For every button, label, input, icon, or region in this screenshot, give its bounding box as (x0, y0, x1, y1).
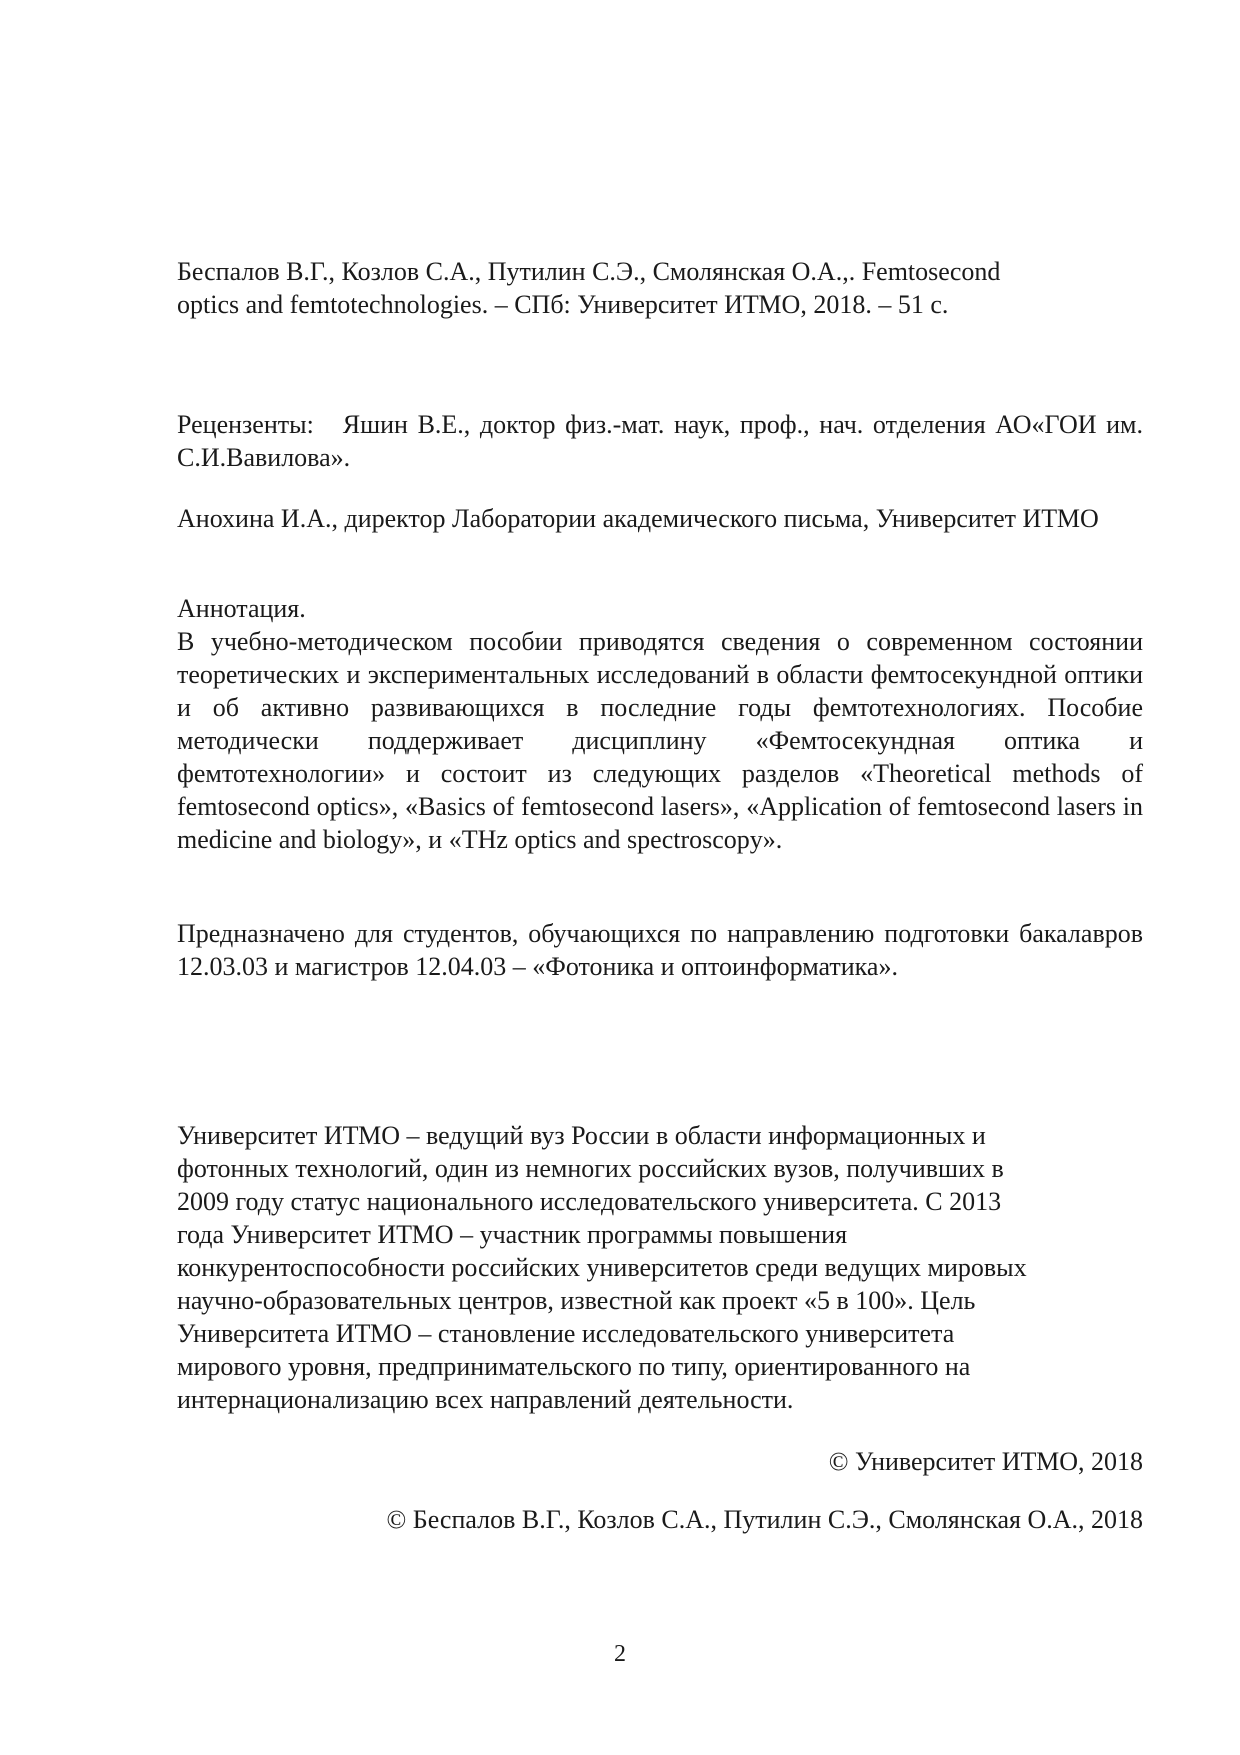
copyright-university: © Университет ИТМО, 2018 (828, 1447, 1143, 1476)
reviewer-first: Яшин В.Е., доктор физ.-мат. наук, проф., нач. отделения АО«ГОИ им. С.И.Вавилова». (177, 410, 1144, 472)
about-university-paragraph (177, 1119, 1143, 1416)
reviewers-paragraph (177, 408, 1143, 474)
abstract-section (177, 592, 1143, 856)
about-line: научно-образовательных центров, известной как проект «5 в 100». Цель (177, 1286, 976, 1315)
about-line: фотонных технологий, один из немногих российских вузов, получивших в (177, 1154, 1004, 1183)
citation-line-2: optics and femtotechnologies. – СПб: Университет ИТМО, 2018. – 51 с. (177, 290, 949, 319)
about-line: конкурентоспособности российских университетов среди ведущих мировых (177, 1253, 1027, 1282)
about-line: мирового уровня, предпринимательского по типу, ориентированного на (177, 1352, 971, 1381)
audience-paragraph: Предназначено для студентов, обучающихся по направлению подготовки бакалавров 12.03.03 и магистров 12.04.03 – «Фотоника и оптоинформатика». (177, 919, 1143, 981)
page-number: 2 (614, 1641, 626, 1667)
about-line: года Университет ИТМО – участник программы повышения (177, 1220, 848, 1249)
about-line: интернационализацию всех направлений деятельности. (177, 1385, 794, 1414)
about-line: Университета ИТМО – становление исследовательского университета (177, 1319, 955, 1348)
reviewer-second: Анохина И.А., директор Лаборатории академического письма, Университет ИТМО (177, 504, 1099, 533)
bibliographic-citation (177, 255, 1143, 321)
abstract-heading: Аннотация. (177, 594, 306, 623)
about-line: 2009 году статус национального исследовательского университета. С 2013 (177, 1187, 1002, 1216)
about-line: Университет ИТМО – ведущий вуз России в области информационных и (177, 1121, 986, 1150)
abstract-text: В учебно-методическом пособии приводятся сведения о современном состоянии теоретических и экспериментальных исследований в области фемтосекундной оптики и об активно развивающихся в последние годы фемтотехнологиях. Пособие методически поддерживает дисциплину «Фемтосекундная оптика и фемтотехнологии» и состоит из следующих разделов «Theoretical methods of femtosecond optics», «Basics of femtosecond lasers», «Application of femtosecond lasers in medicine and biology», и «THz optics and spectroscopy». (177, 627, 1143, 854)
citation-line-1: Беспалов В.Г., Козлов С.А., Путилин С.Э., Смолянская О.А.,. Femtosecond (177, 257, 1001, 286)
reviewers-label: Рецензенты: (177, 410, 314, 439)
copyright-authors: © Беспалов В.Г., Козлов С.А., Путилин С.Э., Смолянская О.А., 2018 (386, 1505, 1143, 1534)
